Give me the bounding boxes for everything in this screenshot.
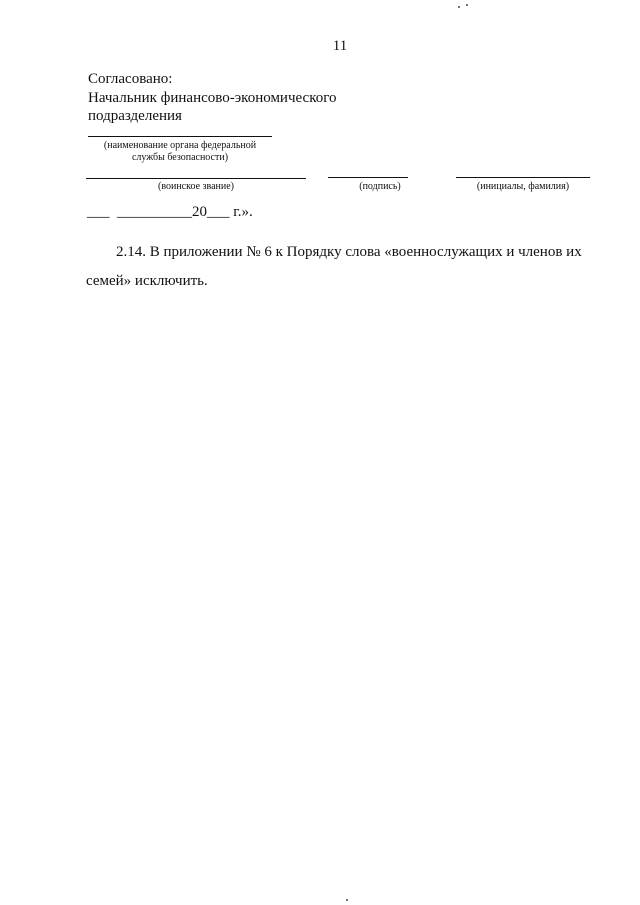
date-year-prefix: 20 [192,204,207,220]
scan-speck [458,6,460,8]
organ-caption-line1: (наименование органа федеральной [103,140,257,151]
approval-position-line2: подразделения [88,108,182,124]
date-year-blank: ___ [207,204,230,220]
body-text: 2.14. В приложении № 6 к Порядку слова «военнослужащих и членов их семей» исключить. [86,244,582,289]
signature-line [328,177,408,178]
date-suffix: г.». [233,204,253,220]
page-number: 11 [332,38,348,54]
date-quote-blank: ___ [87,204,110,220]
body-paragraph [86,238,586,296]
scan-speck [346,899,348,901]
approval-heading: Согласовано: [88,71,173,87]
organ-caption-line2: службы безопасности) [131,152,229,163]
date-line [87,203,253,222]
organ-name-line [88,136,272,137]
scan-speck [466,4,468,6]
approval-position-line1: Начальник финансово-экономического [88,90,337,106]
rank-caption: (воинское звание) [158,181,234,192]
date-month-blank: __________ [117,204,192,220]
name-line [456,177,590,178]
rank-line [86,178,306,179]
name-caption: (инициалы, фамилия) [476,181,570,192]
signature-caption: (подпись) [359,181,401,192]
